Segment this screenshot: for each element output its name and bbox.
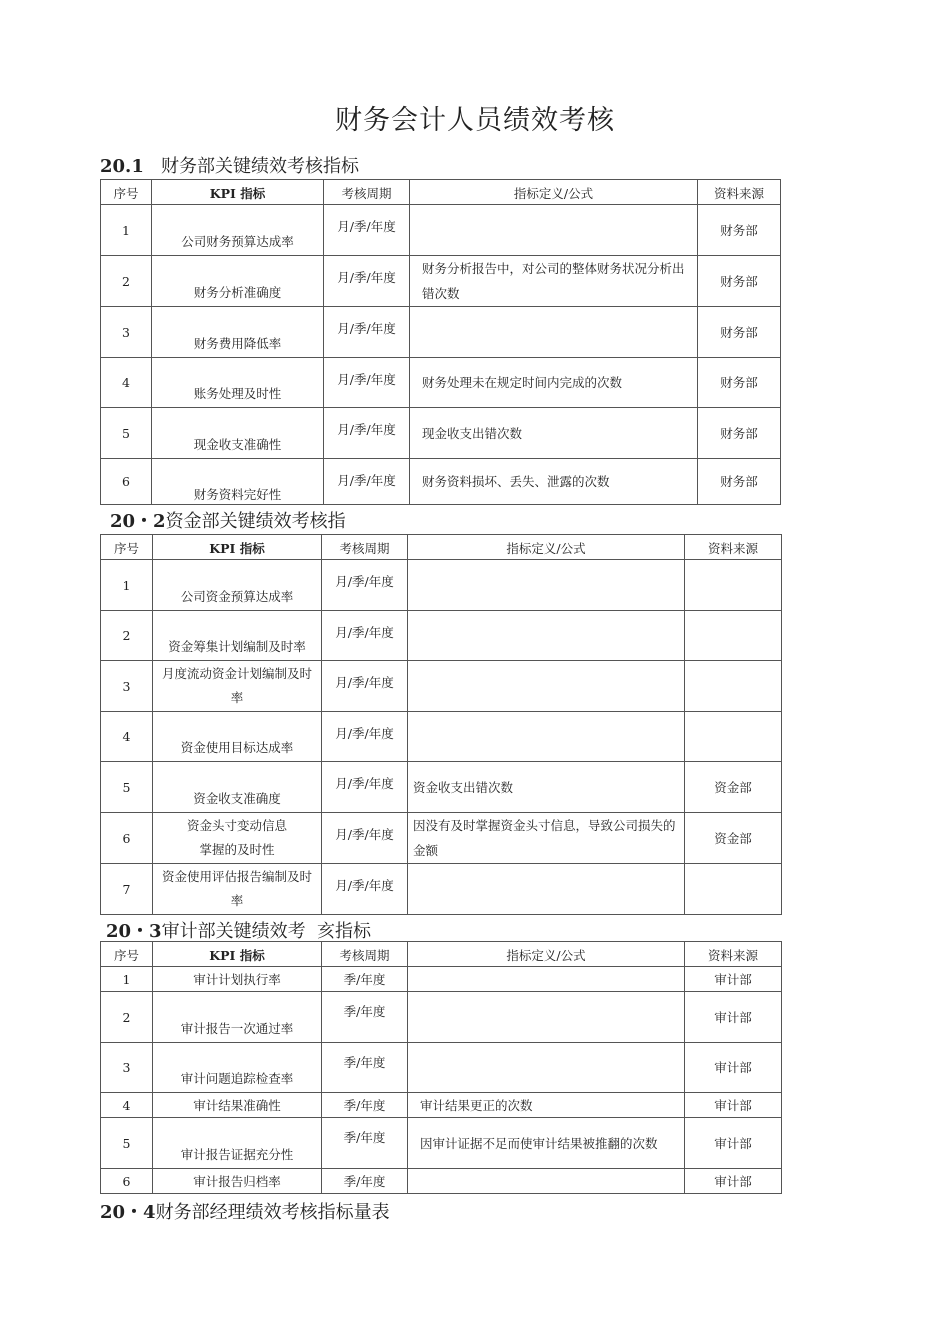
row-kpi: 财务分析准确度 [152, 256, 324, 307]
row-period: 季/年度 [322, 1043, 408, 1093]
row-period: 季/年度 [322, 1118, 408, 1169]
kpi-table-audit [100, 941, 782, 1194]
row-seq: 3 [101, 307, 152, 358]
row-source: 财务部 [698, 256, 781, 307]
row-seq: 6 [101, 459, 152, 505]
row-source: 审计部 [685, 967, 782, 992]
row-seq: 4 [101, 1093, 153, 1118]
row-period: 月/季/年度 [322, 661, 408, 712]
row-period: 月/季/年度 [322, 762, 408, 813]
row-definition [408, 992, 685, 1043]
row-kpi: 月度流动资金计划编制及时率 [153, 661, 322, 712]
header-source: 资料来源 [685, 942, 782, 967]
row-definition: 财务资料损坏、丢失、泄露的次数 [410, 459, 698, 505]
row-kpi: 资金筹集计划编制及时率 [153, 611, 322, 661]
section-heading-20-2 [110, 507, 346, 533]
row-definition [410, 205, 698, 256]
row-kpi: 资金头寸变动信息掌握的及时性 [153, 813, 322, 864]
row-period: 月/季/年度 [322, 611, 408, 661]
table-row [101, 864, 782, 915]
row-seq: 3 [101, 661, 153, 712]
row-seq: 2 [101, 611, 153, 661]
row-period: 季/年度 [322, 992, 408, 1043]
row-definition: 因审计证据不足而使审计结果被推翻的次数 [408, 1118, 685, 1169]
row-kpi: 财务费用降低率 [152, 307, 324, 358]
row-period: 月/季/年度 [324, 307, 410, 358]
row-definition [408, 560, 685, 611]
header-period: 考核周期 [322, 942, 408, 967]
row-kpi: 财务资料完好性 [152, 459, 324, 505]
row-definition [408, 611, 685, 661]
header-source: 资料来源 [698, 180, 781, 205]
row-source [685, 864, 782, 915]
row-source: 审计部 [685, 1169, 782, 1194]
table-row [101, 611, 782, 661]
row-kpi: 现金收支准确性 [152, 408, 324, 459]
header-period: 考核周期 [324, 180, 410, 205]
row-definition: 因没有及时掌握资金头寸信息，导致公司损失的金额 [408, 813, 685, 864]
row-definition [408, 967, 685, 992]
row-definition [408, 1169, 685, 1194]
row-definition [408, 712, 685, 762]
section-number: 20・3 [106, 921, 162, 942]
header-period: 考核周期 [322, 535, 408, 560]
row-period: 月/季/年度 [322, 813, 408, 864]
row-kpi: 公司财务预算达成率 [152, 205, 324, 256]
table-row [101, 992, 782, 1043]
section-heading-20-4 [100, 1198, 390, 1224]
row-period: 月/季/年度 [324, 358, 410, 408]
row-seq: 6 [101, 813, 153, 864]
header-kpi: KPI 指标 [153, 942, 322, 967]
section-heading-20-3 [106, 917, 371, 943]
row-period: 月/季/年度 [322, 712, 408, 762]
header-kpi: KPI 指标 [152, 180, 324, 205]
row-seq: 5 [101, 408, 152, 459]
row-period: 月/季/年度 [324, 256, 410, 307]
row-kpi: 资金使用评估报告编制及时率 [153, 864, 322, 915]
section-title: 审计部关键绩效考 亥指标 [161, 921, 372, 942]
table-row [101, 358, 781, 408]
table-row [101, 256, 781, 307]
row-period: 月/季/年度 [322, 864, 408, 915]
header-definition: 指标定义/公式 [410, 180, 698, 205]
table-row [101, 1093, 782, 1118]
table-row [101, 712, 782, 762]
table-row [101, 762, 782, 813]
row-period: 季/年度 [322, 1093, 408, 1118]
table-row [101, 1043, 782, 1093]
row-source [685, 712, 782, 762]
row-source: 审计部 [685, 1043, 782, 1093]
table-row [101, 967, 782, 992]
row-period: 季/年度 [322, 1169, 408, 1194]
row-kpi: 资金收支准确度 [153, 762, 322, 813]
row-source: 财务部 [698, 307, 781, 358]
row-seq: 2 [101, 992, 153, 1043]
table-row [101, 459, 781, 505]
row-kpi: 账务处理及时性 [152, 358, 324, 408]
row-kpi: 审计报告一次通过率 [153, 992, 322, 1043]
row-seq: 5 [101, 762, 153, 813]
section-number: 20・4 [100, 1202, 156, 1223]
row-period: 月/季/年度 [324, 205, 410, 256]
row-kpi: 审计报告归档率 [153, 1169, 322, 1194]
header-seq: 序号 [101, 180, 152, 205]
row-source: 审计部 [685, 1118, 782, 1169]
row-definition [410, 307, 698, 358]
page-title: 财务会计人员绩效考核 [335, 105, 615, 136]
row-seq: 1 [101, 967, 153, 992]
row-source: 财务部 [698, 408, 781, 459]
table-row [101, 1169, 782, 1194]
row-period: 季/年度 [322, 967, 408, 992]
row-source: 审计部 [685, 1093, 782, 1118]
row-definition [408, 1043, 685, 1093]
header-kpi: KPI 指标 [153, 535, 322, 560]
table-row [101, 560, 782, 611]
row-kpi: 公司资金预算达成率 [153, 560, 322, 611]
table-row [101, 205, 781, 256]
section-number: 20.1 [100, 156, 144, 177]
row-source: 审计部 [685, 992, 782, 1043]
row-kpi: 审计问题追踪检查率 [153, 1043, 322, 1093]
row-source [685, 611, 782, 661]
row-seq: 7 [101, 864, 153, 915]
row-definition: 资金收支出错次数 [408, 762, 685, 813]
section-title: 财务部关键绩效考核指标 [161, 156, 360, 177]
table-row [101, 408, 781, 459]
row-seq: 1 [101, 560, 153, 611]
row-kpi: 审计报告证据充分性 [153, 1118, 322, 1169]
row-definition [408, 661, 685, 712]
kpi-table-capital [100, 534, 782, 915]
row-kpi: 审计结果准确性 [153, 1093, 322, 1118]
table-row [101, 661, 782, 712]
row-definition: 财务处理未在规定时间内完成的次数 [410, 358, 698, 408]
row-source: 财务部 [698, 459, 781, 505]
row-seq: 4 [101, 358, 152, 408]
row-definition: 审计结果更正的次数 [408, 1093, 685, 1118]
table-row [101, 813, 782, 864]
row-kpi: 资金使用目标达成率 [153, 712, 322, 762]
row-source: 资金部 [685, 813, 782, 864]
row-source [685, 661, 782, 712]
section-heading-20-1 [100, 152, 359, 178]
row-source: 财务部 [698, 358, 781, 408]
section-number: 20・2 [110, 511, 166, 532]
row-kpi: 审计计划执行率 [153, 967, 322, 992]
row-source: 财务部 [698, 205, 781, 256]
row-period: 月/季/年度 [322, 560, 408, 611]
section-title: 资金部关键绩效考核指 [165, 511, 346, 532]
header-definition: 指标定义/公式 [408, 942, 685, 967]
row-seq: 3 [101, 1043, 153, 1093]
header-definition: 指标定义/公式 [408, 535, 685, 560]
row-seq: 6 [101, 1169, 153, 1194]
row-period: 月/季/年度 [324, 408, 410, 459]
row-seq: 2 [101, 256, 152, 307]
section-title: 财务部经理绩效考核指标量表 [155, 1202, 390, 1223]
row-definition: 财务分析报告中，对公司的整体财务状况分析出错次数 [410, 256, 698, 307]
row-period: 月/季/年度 [324, 459, 410, 505]
row-source [685, 560, 782, 611]
row-seq: 5 [101, 1118, 153, 1169]
header-source: 资料来源 [685, 535, 782, 560]
row-seq: 4 [101, 712, 153, 762]
row-seq: 1 [101, 205, 152, 256]
table-row [101, 307, 781, 358]
row-definition [408, 864, 685, 915]
table-row [101, 1118, 782, 1169]
header-seq: 序号 [101, 942, 153, 967]
row-source: 资金部 [685, 762, 782, 813]
header-seq: 序号 [101, 535, 153, 560]
kpi-table-finance [100, 179, 781, 505]
row-definition: 现金收支出错次数 [410, 408, 698, 459]
